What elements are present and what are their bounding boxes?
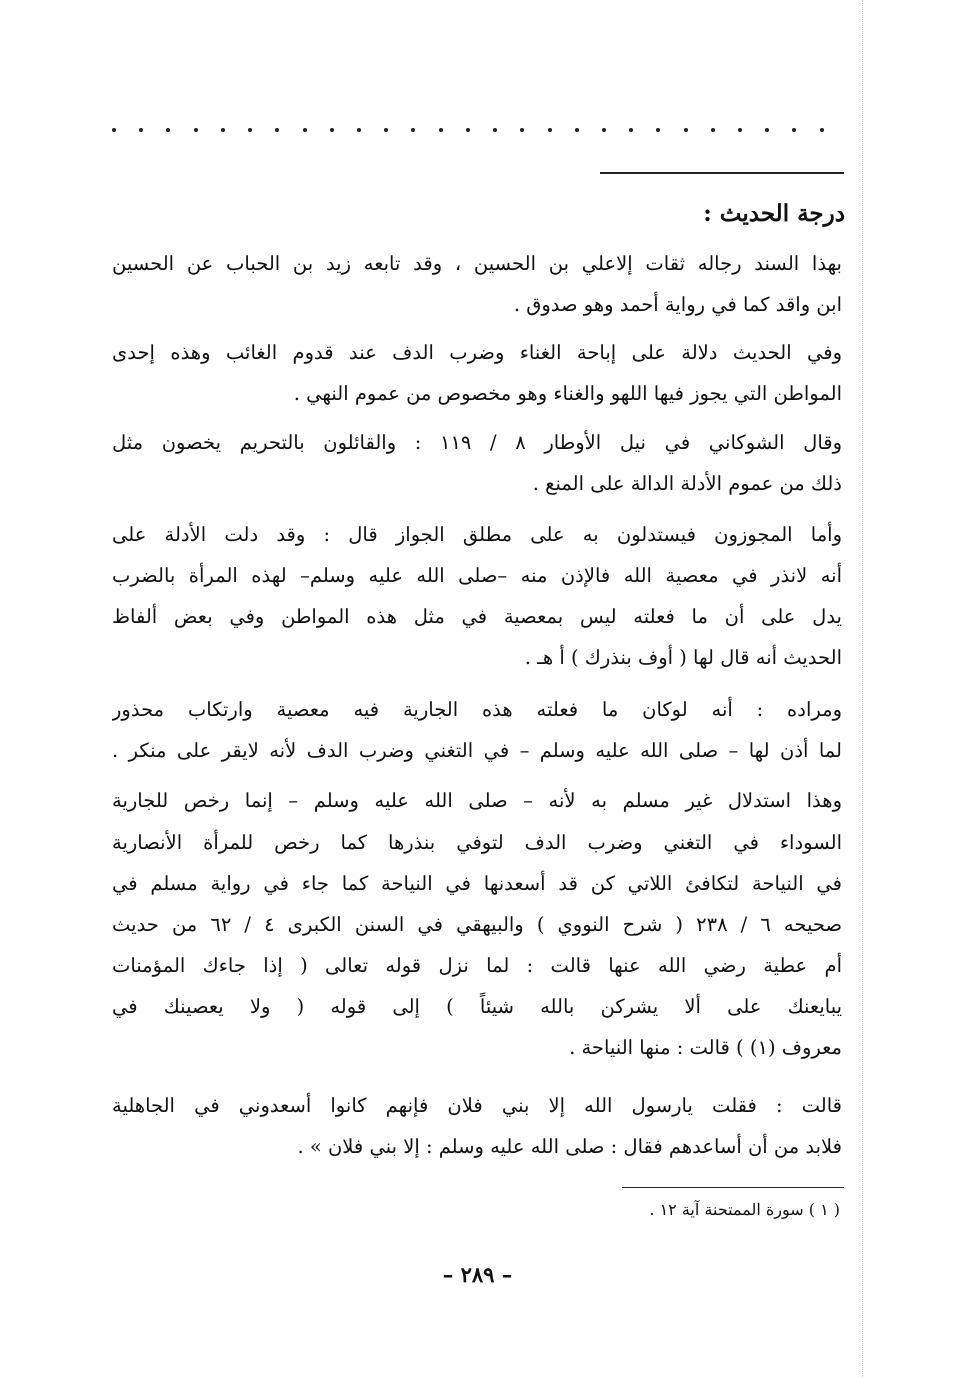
text-line: ذلك من عموم الأدلة الدالة على المنع . [532,472,842,495]
text-line: وأما المجوزون فيستدلون به على مطلق الجواز قال : وقد دلت الأدلة على [112,523,842,546]
text-line: صحيحه ٦ / ٢٣٨ ( شرح النووي ) والبيهقي في السنن الكبرى ٤ / ٦٢ من حديث [112,913,842,936]
section-heading: درجة الحديث : [703,200,845,227]
text-line: أنه لانذر في معصية الله فالإذن منه –صلى الله عليه وسلم– لهذه المرأة بالضرب [112,564,842,587]
page-number: – ٢٨٩ – [442,1262,513,1287]
text-line: ابن واقد كما في رواية أحمد وهو صدوق . [513,293,842,316]
text-line: وهذا استدلال غير مسلم به لأنه – صلى الله عليه وسلم – إنما رخص للجارية [112,789,842,812]
text-line: لما أذن لها – صلى الله عليه وسلم – في التغني وضرب الدف لأنه لايقر على منكر . [112,739,842,762]
text-line: بهذا السند رجاله ثقات إلاعلي بن الحسين ، وقد تابعه زيد بن الحباب عن الحسين [112,252,842,275]
text-line: يدل على أن ما فعلته ليس بمعصية في مثل هذه المواطن وفي بعض ألفاظ [112,605,842,628]
text-line: معروف (١) ) قالت : منها النياحة . [569,1036,842,1059]
text-line: ومراده : أنه لوكان ما فعلته هذه الجارية فيه معصية وارتكاب محذور [112,698,842,721]
text-line: وفي الحديث دلالة على إباحة الغناء وضرب الدف عند قدوم الغائب وهذه إحدى [112,341,842,364]
text-line: السوداء في التغني وضرب الدف لتوفي بنذرها كما رخص للمرأة الأنصارية [112,831,842,854]
text-line: المواطن التي يجوز فيها اللهو والغناء وهو مخصوص من عموم النهي . [293,382,842,405]
text-line: أم عطية رضي الله عنها قالت : لما نزل قوله تعالى ( إذا جاءك المؤمنات [112,954,842,977]
text-line: فلابد من أن أساعدهم فقال : صلى الله عليه وسلم : إلا بني فلان » . [297,1135,842,1158]
footnote: ( ١ ) سورة الممتحنة آية ١٢ . [649,1200,840,1219]
text-line: قالت : فقلت يارسول الله إلا بني فلان فإنهم كانوا أسعدوني في الجاهلية [112,1094,842,1117]
text-line: الحديث أنه قال لها ( أوف بنذرك ) أ هـ . [524,646,842,669]
footnote-rule [622,1187,844,1188]
text-line: في النياحة لتكافئ اللاتي كن قد أسعدنها في النياحة كما جاء في رواية مسلم في [112,872,842,895]
text-line: وقال الشوكاني في نيل الأوطار ٨ / ١١٩ : والقائلون بالتحريم يخصون مثل [112,431,842,454]
text-line: يبايعنك على ألا يشركن بالله شيئاً ) إلى قوله ( ولا يعصينك في [112,995,842,1018]
